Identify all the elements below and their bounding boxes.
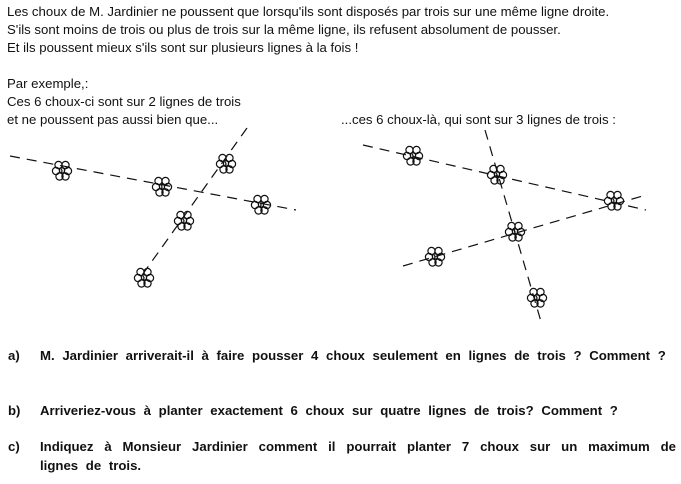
question-text: M. Jardinier arriverait-il à faire pousser 4 choux seulement en lignes de trois ? Comment ? xyxy=(40,348,666,363)
question-c xyxy=(8,437,676,475)
question-text: Arriveriez-vous à planter exactement 6 choux sur quatre lignes de trois? Comment ? xyxy=(40,403,618,418)
example-label: Par exemple,: xyxy=(7,76,89,91)
cabbage-icon xyxy=(216,154,235,173)
left-figure xyxy=(10,128,296,278)
right-line-1 xyxy=(363,145,646,210)
left-caption-line-1: Ces 6 choux-ci sont sur 2 lignes de trois xyxy=(7,94,241,109)
cabbage-icon xyxy=(604,191,623,210)
cabbage-icon xyxy=(134,268,153,287)
intro-line-1: Les choux de M. Jardinier ne poussent que lorsqu'ils sont disposés par trois sur une même ligne droite. xyxy=(7,4,610,19)
right-figure-caption: ...ces 6 choux-là, qui sont sur 3 lignes de trois : xyxy=(341,112,616,127)
question-a xyxy=(8,346,676,365)
cabbage-icon xyxy=(487,165,506,184)
question-text: Indiquez à Monsieur Jardinier comment il pourrait planter 7 choux sur un maximum de lignes de trois. xyxy=(40,439,676,473)
question-letter: c) xyxy=(8,439,20,454)
cabbage-icon xyxy=(152,177,171,196)
cabbage-icon xyxy=(52,161,71,180)
question-letter: b) xyxy=(8,403,21,418)
cabbage-icon xyxy=(174,211,193,230)
question-letter: a) xyxy=(8,348,20,363)
cabbage-icon xyxy=(403,146,422,165)
intro-line-3: Et ils poussent mieux s'ils sont sur plusieurs lignes à la fois ! xyxy=(7,40,359,55)
left-caption-line-2: et ne poussent pas aussi bien que... xyxy=(7,112,219,127)
cabbage-icon xyxy=(425,247,444,266)
intro-line-2: S'ils sont moins de trois ou plus de trois sur la même ligne, ils refusent absolument de pousser. xyxy=(7,22,561,37)
left-line-diagonal xyxy=(140,128,247,278)
question-b xyxy=(8,401,676,420)
cabbage-icon xyxy=(527,288,546,307)
